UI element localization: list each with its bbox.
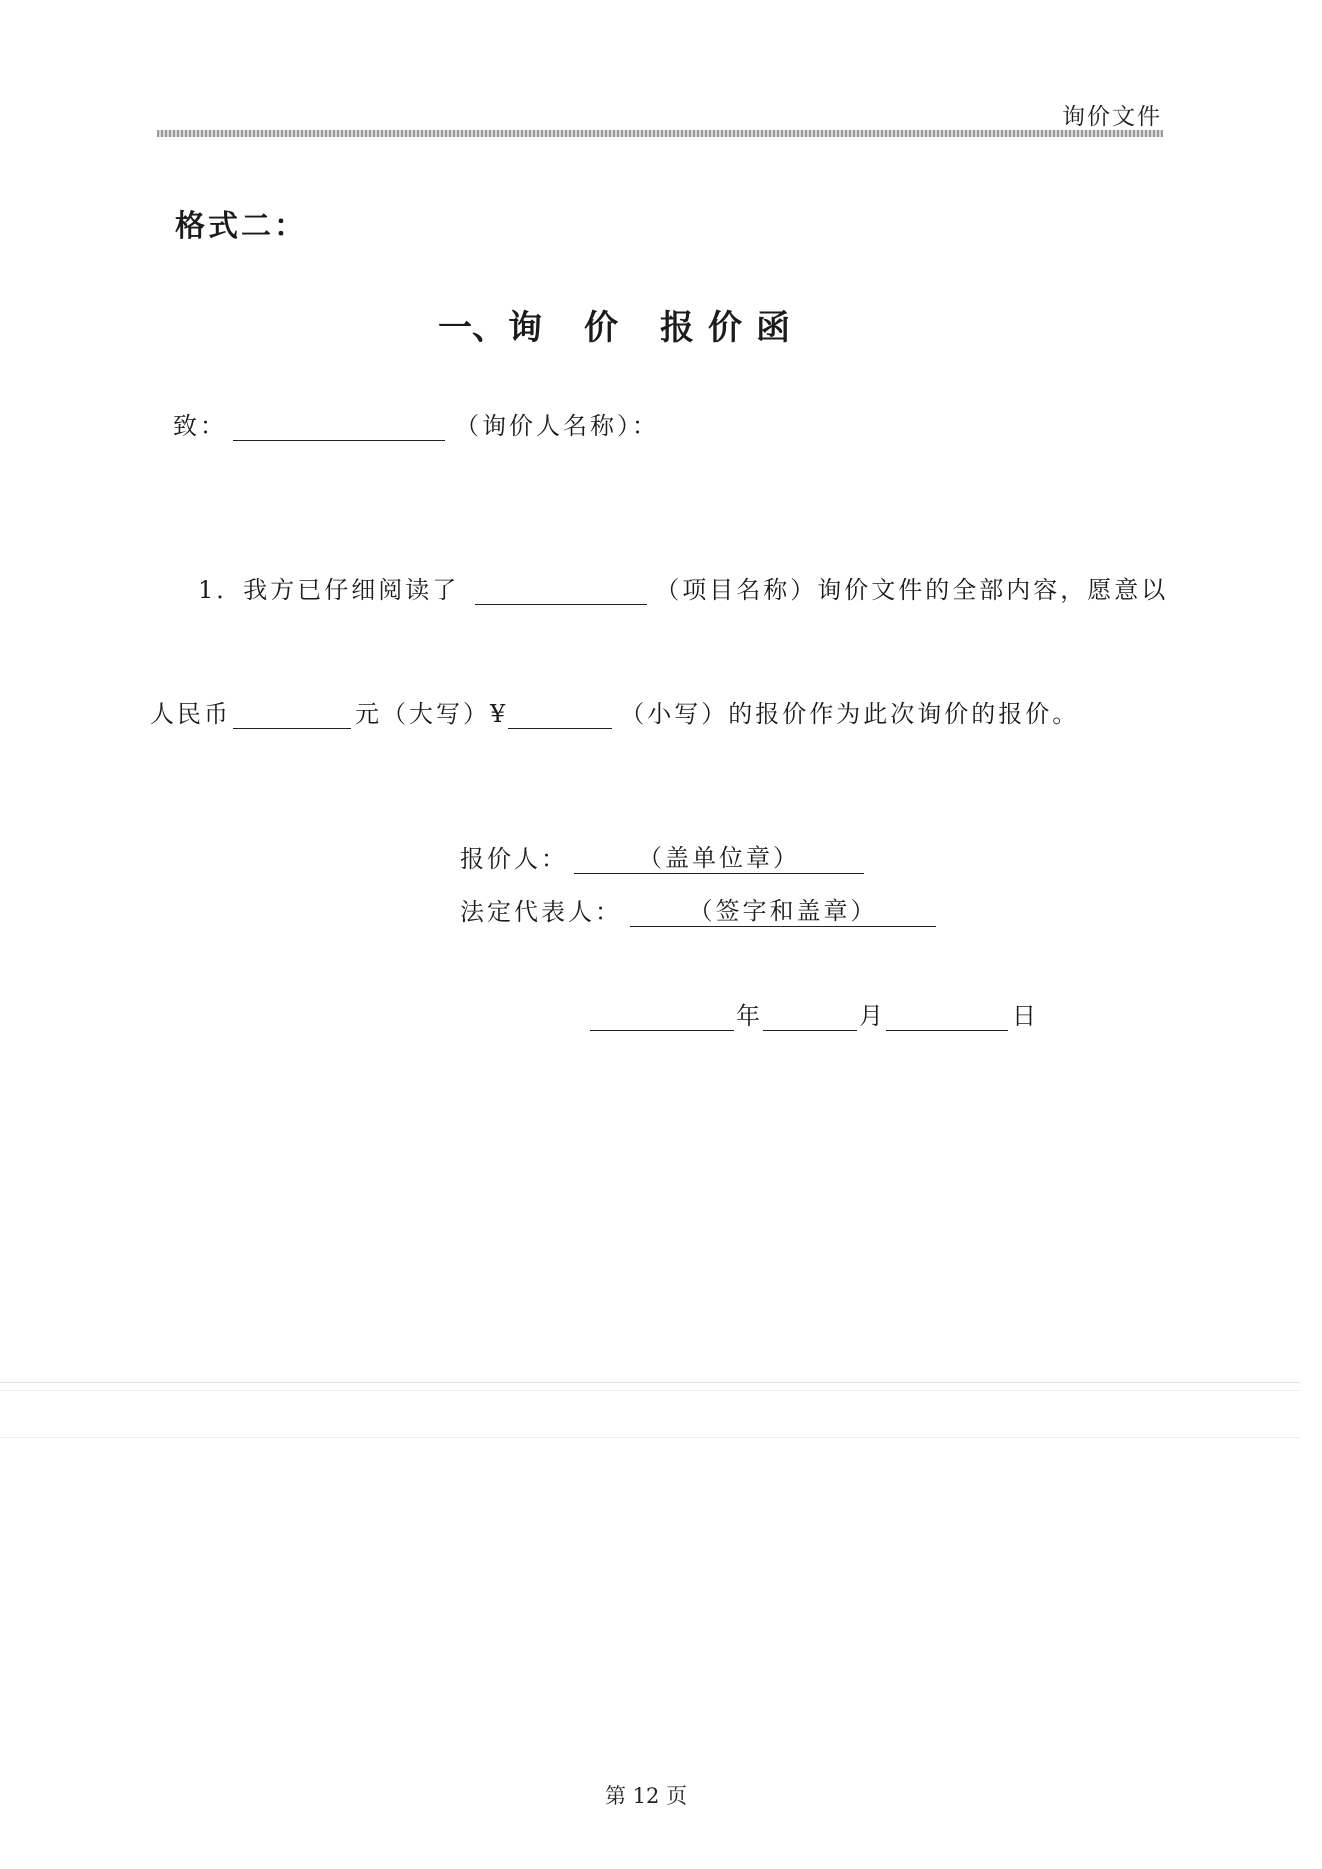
day-label: 日 xyxy=(1012,1002,1039,1030)
page-title xyxy=(438,300,792,349)
bidder-label: 报价人： xyxy=(460,845,568,873)
title-char-1: 询 xyxy=(508,308,542,348)
addressee-blank[interactable] xyxy=(233,414,445,441)
header-divider xyxy=(157,130,1163,137)
day-blank[interactable] xyxy=(886,1004,1008,1031)
scan-artifact-line xyxy=(0,1390,1300,1391)
date-line xyxy=(590,996,1039,1031)
addressee-suffix: （询价人名称）： xyxy=(455,412,659,440)
clause-1-text-a: 1．我方已仔细阅读了 xyxy=(198,576,460,604)
page-number: 第 12 页 xyxy=(605,1784,688,1808)
title-char-4: 价 xyxy=(708,308,742,348)
bidder-seal-field[interactable]: （盖单位章） xyxy=(574,838,864,874)
month-label: 月 xyxy=(859,1002,886,1030)
amount-figures-blank[interactable] xyxy=(508,702,612,729)
addressee-prefix: 致： xyxy=(173,412,227,440)
title-char-2: 价 xyxy=(584,308,618,348)
format-label: 格式二： xyxy=(175,209,307,244)
addressee-line xyxy=(173,406,659,441)
representative-signature-line xyxy=(460,891,936,927)
scan-artifact-line xyxy=(0,1382,1300,1383)
project-name-blank[interactable] xyxy=(475,578,647,605)
clause-1-text-d: 元（大写）¥ xyxy=(355,700,509,728)
clause-1-text-b: （项目名称）询价文件的全部内容，愿意以 xyxy=(655,576,1169,604)
title-char-5: 函 xyxy=(756,308,790,348)
title-prefix: 一、 xyxy=(438,308,506,348)
year-blank[interactable] xyxy=(590,1004,734,1031)
clause-1-text-e: （小写）的报价作为此次询价的报价。 xyxy=(620,700,1080,728)
year-label: 年 xyxy=(736,1002,763,1030)
bidder-signature-line xyxy=(460,838,864,874)
month-blank[interactable] xyxy=(763,1004,857,1031)
representative-signature-field[interactable]: （签字和盖章） xyxy=(630,891,936,927)
clause-1-line-2 xyxy=(150,694,1079,729)
clause-1-line-1 xyxy=(198,570,1168,605)
clause-1-text-c: 人民币 xyxy=(150,700,231,728)
document-header-title: 询价文件 xyxy=(1062,104,1162,130)
amount-words-blank[interactable] xyxy=(233,702,351,729)
scan-artifact-line xyxy=(0,1437,1300,1438)
representative-label: 法定代表人： xyxy=(460,898,622,926)
title-char-3: 报 xyxy=(660,308,694,348)
